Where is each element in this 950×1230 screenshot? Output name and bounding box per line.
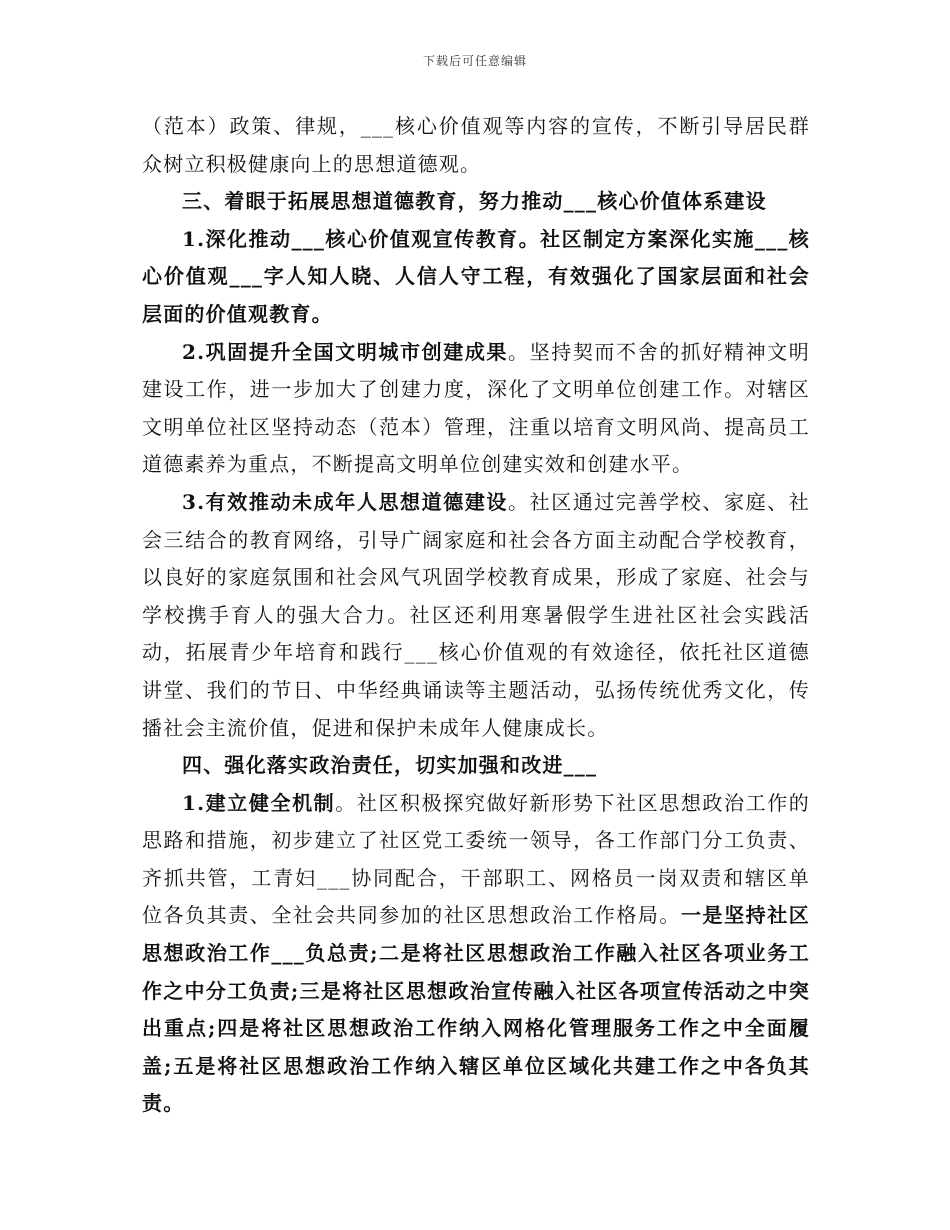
paragraph-lead: 2.巩固提升全国文明城市创建成果 xyxy=(182,339,509,364)
heading-text: 三、着眼于拓展思想道德教育，努力推动___核心价值体系建设 xyxy=(182,189,767,214)
paragraph-3-3 xyxy=(142,484,810,747)
paragraph-text: 。社区通过完善学校、家庭、社会三结合的教育网络，引导广阔家庭和社会各方面主动配合学校教育，以良好的家庭氛围和社会风气巩固学校教育成果，形成了家庭、社会与学校携手育人的强大合力。社区还利用寒暑假学生进社区社会实践活动，拓展青少年培育和践行___核心价值观的有效途径，依托社区道德讲堂、我们的节日、中华经典诵读等主题活动，弘扬传统优秀文化，传播社会主流价值，促进和保护未成年人健康成长。 xyxy=(142,489,810,740)
paragraph-3-1 xyxy=(142,221,810,334)
paragraph-text: 。社区积极探究做好新形势下社区思想政治工作的思路和措施，初步建立了社区党工委统一领导，各工作部门分工负责、齐抓共管，工青妇___协同配合，干部职工、网格员一岗双责和辖区单位各负其责、全社会共同参加的社区思想政治工作格局。 xyxy=(142,790,810,928)
paragraph-lead: 1.建立健全机制 xyxy=(182,790,336,815)
section-heading-4 xyxy=(142,747,810,785)
paragraph-3-2 xyxy=(142,334,810,484)
paragraph-continuation xyxy=(142,108,810,183)
paragraph-bold-text: 1.深化推动___核心价值观宣传教育。社区制定方案深化实施___核心价值观___字人知人晓、人信人守工程，有效强化了国家层面和社会层面的价值观教育。 xyxy=(142,226,810,326)
paragraph-text: （范本）政策、律规，___核心价值观等内容的宣传，不断引导居民群众树立积极健康向上的思想道德观。 xyxy=(142,114,810,176)
paragraph-bold-tail: 一是坚持社区思想政治工作___负总责;二是将社区思想政治工作融入社区各项业务工作之中分工负责;三是将社区思想政治宣传融入社区各项宣传活动之中突出重点;四是将社区思想政治工作纳入网格化管理服务工作之中全面履盖;五是将社区思想政治工作纳入辖区单位区域化共建工作之中各负其责。 xyxy=(142,903,810,1116)
document-body xyxy=(142,108,810,1123)
section-heading-3 xyxy=(142,183,810,221)
paragraph-text: 。坚持契而不舍的抓好精神文明建设工作，进一步加大了创建力度，深化了文明单位创建工作。对辖区文明单位社区坚持动态（范本）管理，注重以培育文明风尚、提高员工道德素养为重点，不断提高文明单位创建实效和创建水平。 xyxy=(142,339,810,477)
page-header: 下载后可任意编辑 xyxy=(422,54,527,68)
paragraph-lead: 3.有效推动未成年人思想道德建设 xyxy=(182,489,509,514)
heading-text: 四、强化落实政治责任，切实加强和改进___ xyxy=(182,753,598,778)
paragraph-4-1 xyxy=(142,785,810,1123)
